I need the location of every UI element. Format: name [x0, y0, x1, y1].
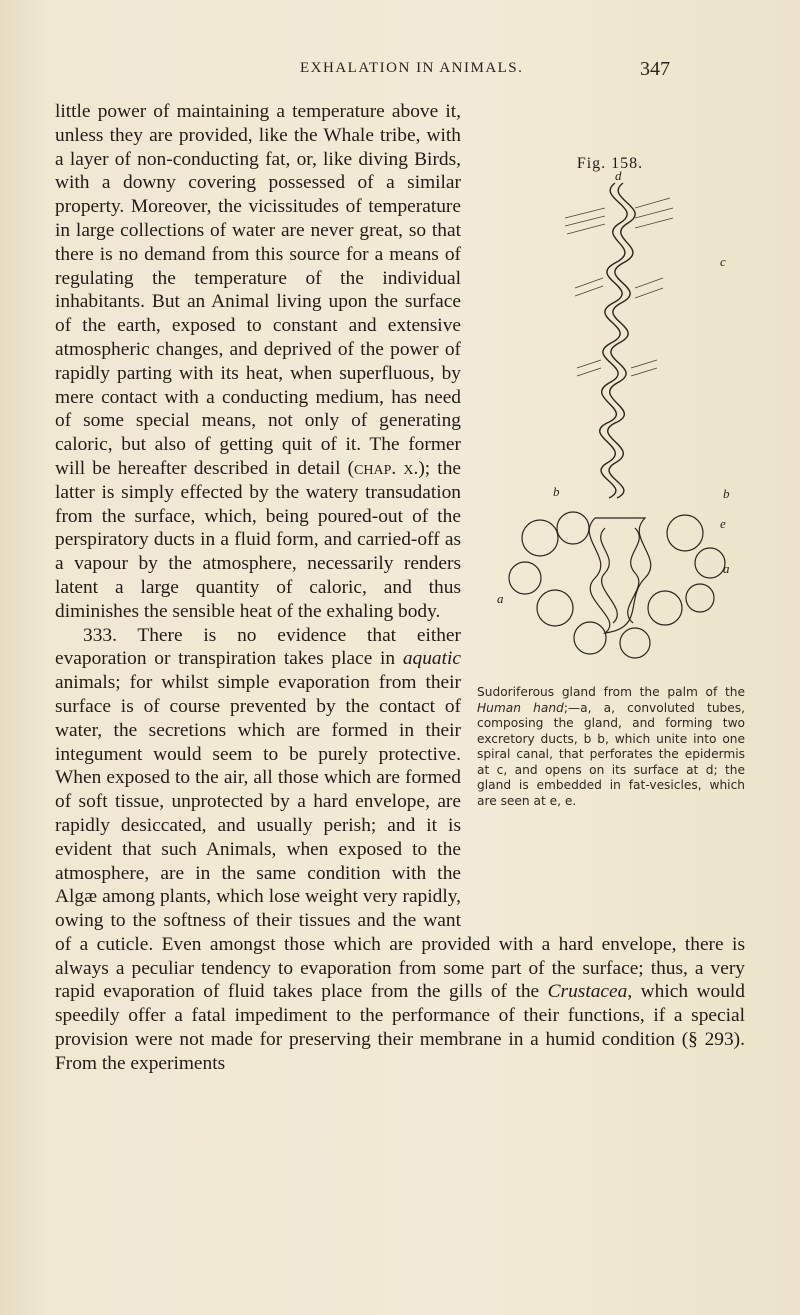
label-e: e [720, 516, 726, 531]
figure-caption [477, 685, 745, 809]
label-b-right: b [723, 486, 730, 501]
figure-label: Fig. 158. [576, 155, 644, 172]
body-text [55, 100, 745, 1076]
chapter-ref: chap. x. [354, 457, 419, 479]
caption-human-hand: Human hand [477, 700, 564, 715]
caption-text: Sudoriferous gland from the palm of the [477, 685, 745, 699]
label-c: c [720, 254, 726, 269]
sudoriferous-gland-illustration [495, 168, 735, 678]
figure-158 [475, 100, 745, 912]
running-head: EXHALATION IN ANIMALS. [300, 60, 524, 76]
label-b-left: b [553, 484, 560, 499]
paragraph-333: 333. There is no evidence that either evaporation or transpiration takes place in aquatic animals; for whilst simple evaporation from their surface is of course prevented by the contact of water, the secretions which are formed in their integument would seem to be purely protective. When exposed to the air, all those which are formed of soft tissue, unprotected by a hard envelope, are rapidly desiccated, and usually perish; and it is evident that such Animals, when exposed to the atmosphere, are in the same condition with the Algæ among plants, which lose weight very rapidly, owing to the softness of their tissues and the want of a cuticle. Even amongst those which are provided with a hard envelope, there is always a peculiar tendency to evaporation from some part of the surface; thus, a very rapid evaporation of fluid takes place from the gills of the Crustacea, which would speedily offer a fatal impediment to the performance of their functions, if a special provision were not made for preserving their membrane in a humid condition (§ 293). From the experiments [55, 624, 745, 1074]
page-number: 347 [640, 58, 670, 80]
label-d: d [615, 168, 622, 183]
term-aquatic: aquatic [402, 648, 461, 670]
term-crustacea: Crustacea [547, 981, 628, 1003]
label-a-left: a [497, 591, 504, 606]
paragraph-1: little power of maintaining a temperature above it, unless they are provided, like the Whale tribe, with a layer of non-conducting fat, or, like diving Birds, with a downy covering possessed of a similar property. Moreover, the vicissitudes of temperature in large collections of water are never great, so that there is no demand from this source for a means of regulating the temperature of the individual inhabitants. But an Animal living upon the surface of the earth, exposed to constant and extensive atmospheric changes, and deprived of the power of rapidly parting with its heat, when superfluous, by mere contact with a conducting medium, has need of some special means, not only of generating caloric, but also of getting quit of it. The former will be hereafter described in detail (chap. x.); the latter is simply effected by the watery transudation from the surface, which, being poured-out of the perspiratory ducts in a fluid form, and carried-off as a vapour by the atmosphere, necessarily renders latent a large quantity of caloric, and thus diminishes the sensible heat of the exhaling body. [55, 101, 461, 622]
page-header [0, 58, 800, 82]
caption-text-rest: ;—a, a, convoluted tubes, composing the gland, and forming two excretory ducts, b b, which unite into one spiral canal, that perforates the epidermis at c, and opens on its surface at d; the gland is embedded in fat-vesicles, which are seen at e, e. [477, 700, 745, 808]
label-a-right: a [723, 561, 730, 576]
